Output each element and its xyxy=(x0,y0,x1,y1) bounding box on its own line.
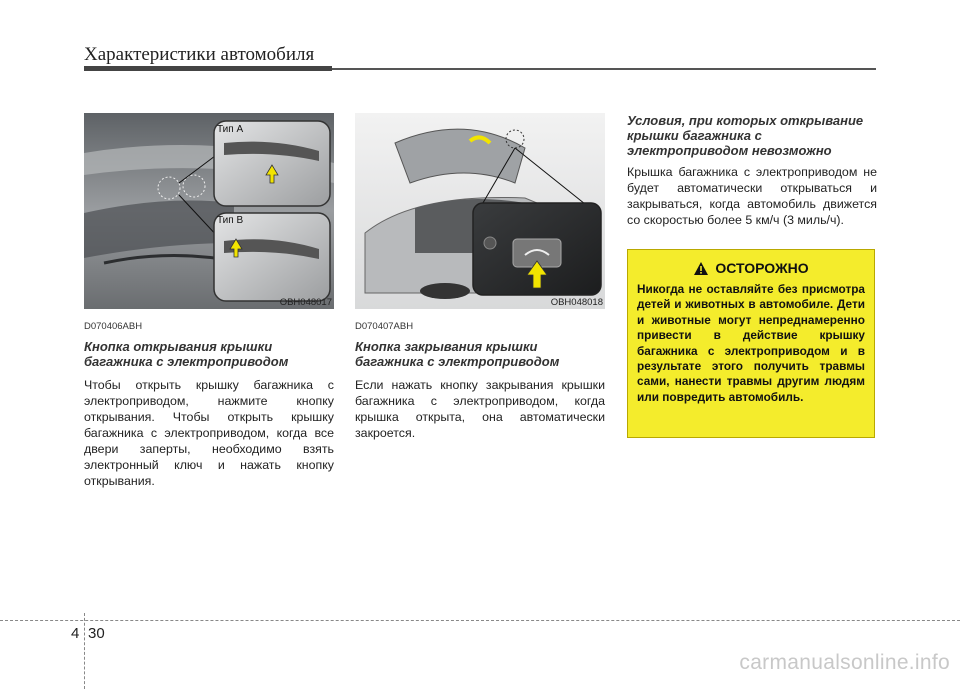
column-close-button xyxy=(355,113,605,441)
section-code: D070407ABH xyxy=(355,321,414,332)
section-heading: Условия, при которых открывание крышки багажника с электроприводом невозможно xyxy=(627,113,864,158)
section-heading: Кнопка открывания крышки багажника с электроприводом xyxy=(84,339,289,369)
figure-code: OBH048018 xyxy=(550,297,603,308)
warning-title-row xyxy=(637,260,865,276)
open-trunk-illustration xyxy=(355,113,605,309)
figure-label-type-a: Тип A xyxy=(217,124,244,135)
section-body: Крышка багажника с электроприводом не будет автоматически открываться и закрываться, когда автомобиль движется со скоростью более 5 км/ч (3 миль/ч). xyxy=(627,165,877,227)
figure-label-type-b: Тип B xyxy=(217,215,244,226)
section-body: Чтобы открыть крышку багажника с электроприводом, нажмите кнопку открывания. Чтобы открыть крышку багажника с электроприводом, когда все двери заперты, необходимо взять электронный ключ и нажать кнопку открывания. xyxy=(84,378,334,488)
section-heading: Кнопка закрывания крышки багажника с электроприводом xyxy=(355,339,560,369)
figure-code: OBH048017 xyxy=(279,297,332,308)
warning-title: ОСТОРОЖНО xyxy=(715,260,809,276)
warning-box xyxy=(627,249,875,438)
column-open-button xyxy=(84,113,334,489)
watermark: carmanualsonline.info xyxy=(739,651,950,674)
footer-rule xyxy=(0,620,960,621)
section-code: D070406ABH xyxy=(84,321,143,332)
figure-trunk-open-button xyxy=(84,113,334,309)
header-rule-accent xyxy=(84,66,332,71)
warning-triangle-icon xyxy=(693,261,709,276)
page-number: 30 xyxy=(88,625,105,642)
column-conditions xyxy=(627,113,877,228)
footer-divider xyxy=(84,613,85,689)
page-header-title: Характеристики автомобиля xyxy=(84,44,315,65)
figure-trunk-close-button xyxy=(355,113,605,309)
section-body: Если нажать кнопку закрывания крышки багажника с электроприводом, когда крышка открыта, она автоматически закроется. xyxy=(355,378,605,440)
page-chapter-number: 4 xyxy=(71,625,80,642)
trunk-lid-illustration xyxy=(84,113,334,309)
warning-text: Никогда не оставляйте без присмотра детей и животных в автомобиле. Дети и животные могут непреднамеренно привести в действие крышку багажника с электроприводом и в результате этого получить травмы сами, нанести травмы другим людям или повредить автомобиль. xyxy=(637,282,865,404)
